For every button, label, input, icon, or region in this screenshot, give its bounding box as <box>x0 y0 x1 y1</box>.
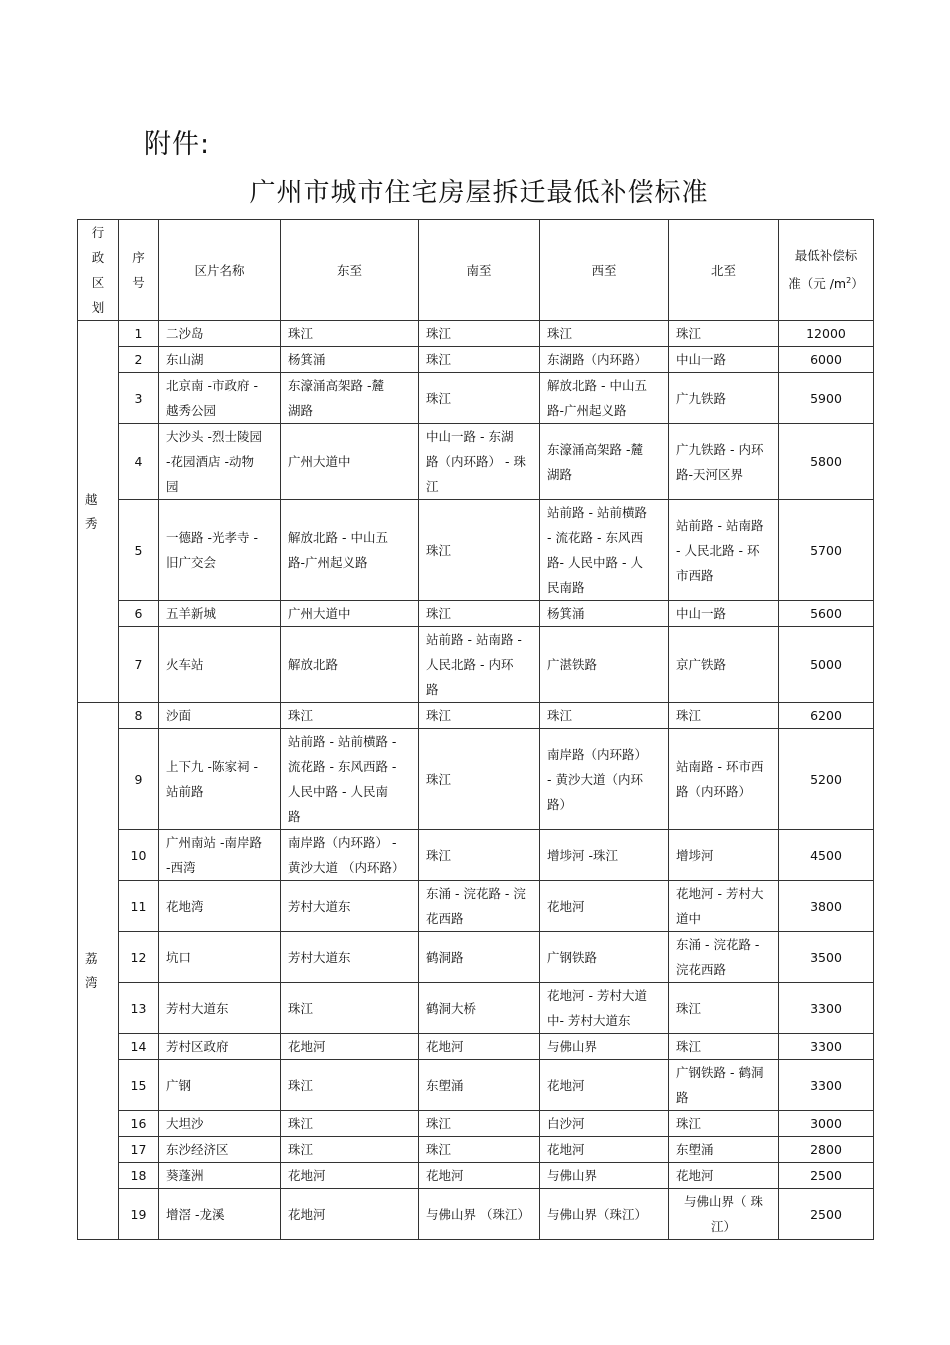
south-cell: 鹤洞路 <box>419 932 540 983</box>
west-cell: 与佛山界 <box>540 1034 669 1060</box>
table-row <box>78 373 874 424</box>
north-cell: 中山一路 <box>669 347 779 373</box>
table-row <box>78 932 874 983</box>
header-district: 行 政 区 划 <box>78 220 119 321</box>
table-row <box>78 601 874 627</box>
west-cell: 与佛山界 <box>540 1163 669 1189</box>
min-standard-cell: 2500 <box>779 1163 874 1189</box>
name-cell: 上下九 -陈家祠 - 站前路 <box>159 729 281 830</box>
seq-cell: 4 <box>119 424 159 500</box>
page-title: 广州市城市住宅房屋拆迁最低补偿标准 <box>249 178 709 208</box>
east-cell: 广州大道中 <box>281 424 419 500</box>
east-cell: 广州大道中 <box>281 601 419 627</box>
header-row <box>78 220 874 321</box>
south-cell: 珠江 <box>419 373 540 424</box>
name-cell: 一德路 -光孝寺 - 旧广交会 <box>159 500 281 601</box>
west-cell: 珠江 <box>540 321 669 347</box>
header-north: 北至 <box>669 220 779 321</box>
south-cell: 东塱涌 <box>419 1060 540 1111</box>
seq-cell: 13 <box>119 983 159 1034</box>
name-cell: 五羊新城 <box>159 601 281 627</box>
west-cell: 花地河 <box>540 1060 669 1111</box>
table-row <box>78 1163 874 1189</box>
seq-cell: 15 <box>119 1060 159 1111</box>
min-standard-cell: 3300 <box>779 1034 874 1060</box>
west-cell: 站前路 - 站前横路 - 流花路 - 东风西 路- 人民中路 - 人 民南路 <box>540 500 669 601</box>
min-standard-cell: 2800 <box>779 1137 874 1163</box>
table-row <box>78 1137 874 1163</box>
east-cell: 芳村大道东 <box>281 881 419 932</box>
west-cell: 杨箕涌 <box>540 601 669 627</box>
south-cell: 珠江 <box>419 601 540 627</box>
seq-cell: 3 <box>119 373 159 424</box>
north-cell: 珠江 <box>669 1111 779 1137</box>
compensation-table <box>77 219 874 1240</box>
seq-cell: 14 <box>119 1034 159 1060</box>
north-cell: 花地河 <box>669 1163 779 1189</box>
table-row <box>78 627 874 703</box>
name-cell: 芳村大道东 <box>159 983 281 1034</box>
south-cell: 站前路 - 站南路 - 人民北路 - 内环 路 <box>419 627 540 703</box>
min-standard-cell: 5700 <box>779 500 874 601</box>
min-standard-cell: 6200 <box>779 703 874 729</box>
north-cell: 广九铁路 - 内环 路-天河区界 <box>669 424 779 500</box>
seq-cell: 19 <box>119 1189 159 1240</box>
west-cell: 增埗河 -珠江 <box>540 830 669 881</box>
west-cell: 广湛铁路 <box>540 627 669 703</box>
seq-cell: 1 <box>119 321 159 347</box>
west-cell: 南岸路（内环路） - 黄沙大道（内环 路） <box>540 729 669 830</box>
east-cell: 珠江 <box>281 1137 419 1163</box>
seq-cell: 12 <box>119 932 159 983</box>
seq-cell: 8 <box>119 703 159 729</box>
east-cell: 南岸路（内环路） - 黄沙大道 （内环路） <box>281 830 419 881</box>
seq-cell: 7 <box>119 627 159 703</box>
header-area-name: 区片名称 <box>159 220 281 321</box>
north-cell: 与佛山界（ 珠 江） <box>669 1189 779 1240</box>
west-cell: 花地河 <box>540 881 669 932</box>
name-cell: 芳村区政府 <box>159 1034 281 1060</box>
name-cell: 广州南站 -南岸路 -西湾 <box>159 830 281 881</box>
west-cell: 与佛山界（珠江） <box>540 1189 669 1240</box>
east-cell: 珠江 <box>281 703 419 729</box>
south-cell: 珠江 <box>419 321 540 347</box>
south-cell: 花地河 <box>419 1163 540 1189</box>
west-cell: 花地河 <box>540 1137 669 1163</box>
seq-cell: 16 <box>119 1111 159 1137</box>
table-row <box>78 347 874 373</box>
name-cell: 沙面 <box>159 703 281 729</box>
west-cell: 解放北路 - 中山五 路-广州起义路 <box>540 373 669 424</box>
east-cell: 花地河 <box>281 1189 419 1240</box>
south-cell: 珠江 <box>419 1111 540 1137</box>
east-cell: 珠江 <box>281 983 419 1034</box>
east-cell: 珠江 <box>281 321 419 347</box>
header-seq: 序 号 <box>119 220 159 321</box>
seq-cell: 10 <box>119 830 159 881</box>
east-cell: 珠江 <box>281 1060 419 1111</box>
header-min-standard: 最低补偿标 准（元 $/m^2$） <box>779 220 874 321</box>
north-cell: 站南路 - 环市西 路（内环路） <box>669 729 779 830</box>
table-row <box>78 321 874 347</box>
south-cell: 与佛山界 （珠江） <box>419 1189 540 1240</box>
north-cell: 珠江 <box>669 1034 779 1060</box>
seq-cell: 18 <box>119 1163 159 1189</box>
name-cell: 火车站 <box>159 627 281 703</box>
north-cell: 站前路 - 站南路 - 人民北路 - 环 市西路 <box>669 500 779 601</box>
table-row <box>78 500 874 601</box>
east-cell: 花地河 <box>281 1034 419 1060</box>
name-cell: 坑口 <box>159 932 281 983</box>
east-cell: 解放北路 <box>281 627 419 703</box>
min-standard-cell: 5600 <box>779 601 874 627</box>
table-row <box>78 1111 874 1137</box>
table-row <box>78 729 874 830</box>
table-row <box>78 703 874 729</box>
north-cell: 珠江 <box>669 321 779 347</box>
min-standard-cell: 5000 <box>779 627 874 703</box>
table-row <box>78 1060 874 1111</box>
name-cell: 大坦沙 <box>159 1111 281 1137</box>
min-standard-cell: 3300 <box>779 983 874 1034</box>
east-cell: 珠江 <box>281 1111 419 1137</box>
east-cell: 东濠涌高架路 -麓 湖路 <box>281 373 419 424</box>
name-cell: 东山湖 <box>159 347 281 373</box>
south-cell: 珠江 <box>419 1137 540 1163</box>
south-cell: 中山一路 - 东湖 路（内环路） - 珠 江 <box>419 424 540 500</box>
north-cell: 珠江 <box>669 703 779 729</box>
west-cell: 珠江 <box>540 703 669 729</box>
south-cell: 珠江 <box>419 500 540 601</box>
min-standard-cell: 5800 <box>779 424 874 500</box>
attachment-label: 附件: <box>144 129 211 160</box>
header-south: 南至 <box>419 220 540 321</box>
header-east: 东至 <box>281 220 419 321</box>
south-cell: 珠江 <box>419 703 540 729</box>
district-cell: 越 秀 <box>78 321 119 703</box>
header-west: 西至 <box>540 220 669 321</box>
name-cell: 广钢 <box>159 1060 281 1111</box>
min-standard-cell: 6000 <box>779 347 874 373</box>
name-cell: 二沙岛 <box>159 321 281 347</box>
min-standard-cell: 3000 <box>779 1111 874 1137</box>
east-cell: 杨箕涌 <box>281 347 419 373</box>
name-cell: 花地湾 <box>159 881 281 932</box>
min-standard-cell: 5200 <box>779 729 874 830</box>
south-cell: 鹤洞大桥 <box>419 983 540 1034</box>
north-cell: 广钢铁路 - 鹤洞 路 <box>669 1060 779 1111</box>
seq-cell: 11 <box>119 881 159 932</box>
north-cell: 中山一路 <box>669 601 779 627</box>
south-cell: 珠江 <box>419 830 540 881</box>
name-cell: 增滘 -龙溪 <box>159 1189 281 1240</box>
district-cell: 荔 湾 <box>78 703 119 1240</box>
min-standard-cell: 3300 <box>779 1060 874 1111</box>
name-cell: 东沙经济区 <box>159 1137 281 1163</box>
seq-cell: 6 <box>119 601 159 627</box>
south-cell: 珠江 <box>419 347 540 373</box>
west-cell: 白沙河 <box>540 1111 669 1137</box>
min-standard-cell: 12000 <box>779 321 874 347</box>
east-cell: 站前路 - 站前横路 - 流花路 - 东风西路 - 人民中路 - 人民南 路 <box>281 729 419 830</box>
min-standard-cell: 5900 <box>779 373 874 424</box>
name-cell: 葵蓬洲 <box>159 1163 281 1189</box>
min-standard-cell: 3500 <box>779 932 874 983</box>
name-cell: 北京南 -市政府 - 越秀公园 <box>159 373 281 424</box>
table-row <box>78 424 874 500</box>
min-standard-cell: 3800 <box>779 881 874 932</box>
north-cell: 东塱涌 <box>669 1137 779 1163</box>
table-row <box>78 1189 874 1240</box>
south-cell: 东涌 - 浣花路 - 浣 花西路 <box>419 881 540 932</box>
west-cell: 广钢铁路 <box>540 932 669 983</box>
seq-cell: 5 <box>119 500 159 601</box>
west-cell: 东濠涌高架路 -麓 湖路 <box>540 424 669 500</box>
seq-cell: 2 <box>119 347 159 373</box>
min-standard-cell: 2500 <box>779 1189 874 1240</box>
table-row <box>78 983 874 1034</box>
south-cell: 花地河 <box>419 1034 540 1060</box>
east-cell: 花地河 <box>281 1163 419 1189</box>
south-cell: 珠江 <box>419 729 540 830</box>
north-cell: 珠江 <box>669 983 779 1034</box>
name-cell: 大沙头 -烈士陵园 -花园酒店 -动物 园 <box>159 424 281 500</box>
east-cell: 解放北路 - 中山五 路-广州起义路 <box>281 500 419 601</box>
table-row <box>78 830 874 881</box>
west-cell: 东湖路（内环路） <box>540 347 669 373</box>
east-cell: 芳村大道东 <box>281 932 419 983</box>
seq-cell: 17 <box>119 1137 159 1163</box>
north-cell: 京广铁路 <box>669 627 779 703</box>
north-cell: 增埗河 <box>669 830 779 881</box>
table-row <box>78 881 874 932</box>
north-cell: 东涌 - 浣花路 - 浣花西路 <box>669 932 779 983</box>
seq-cell: 9 <box>119 729 159 830</box>
west-cell: 花地河 - 芳村大道 中- 芳村大道东 <box>540 983 669 1034</box>
min-standard-cell: 4500 <box>779 830 874 881</box>
north-cell: 广九铁路 <box>669 373 779 424</box>
table-row <box>78 1034 874 1060</box>
north-cell: 花地河 - 芳村大 道中 <box>669 881 779 932</box>
